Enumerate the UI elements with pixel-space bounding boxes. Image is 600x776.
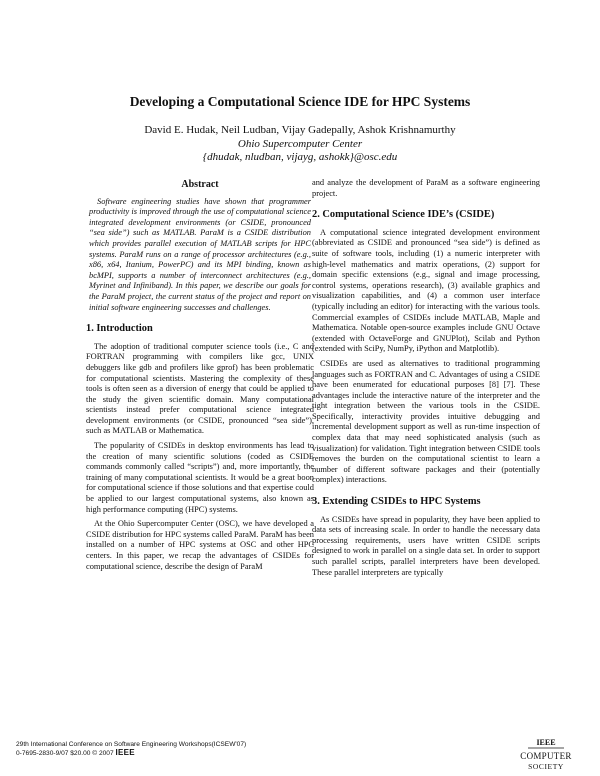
paper-emails: {dhudak, nludban, vijayg, ashokk}@osc.edu	[202, 151, 398, 163]
intro-paragraph-1: The adoption of traditional computer science tools (i.e., C and FORTRAN programming with compilers like gcc, UNIX debuggers like gdb and profilers like gprof) has been problematic for computational scientists. Mastering the complexity of these tools is often seen as a diversion of energy that could be applied to the study the given scientific domain. Many computational scientists instead prefer computational science integrated development environments (or CSIDE, pronounced “sea side”), such as MATLAB or Mathematica.	[86, 341, 314, 436]
paper-authors: David E. Hudak, Neil Ludban, Vijay Gadepally, Ashok Krishnamurthy	[144, 124, 456, 136]
ieee-wordmark: IEEE	[115, 748, 135, 758]
intro-paragraph-2: The popularity of CSIDEs in desktop environments has lead to the creation of many scientific solutions (coded as CSIDE commands commonly called “scripts”) and, more importantly, the training of many computational scientists. It would be a great boon for computational science if those solutions and that expertise could be applied to our largest computational systems, also known as high performance computing (HPC) systems.	[86, 441, 314, 514]
section-heading-introduction: 1. Introduction	[86, 323, 153, 335]
paper-title: Developing a Computational Science IDE for HPC Systems	[129, 94, 471, 109]
cside-paragraph-1: A computational science integrated development environment (abbreviated as CSIDE and pronounced “sea side”) is defined as suite of software tools, including (1) a numeric interpreter with high-level mathematics and matrix operations, (2) support for domain specific extensions (e.g., signal and image processing, control systems, operations research), (3) available graphics and visualization capabilities, and (4) a common user interface (typically including an editor) for interacting with the various tools. Commercial examples of CSIDEs include MATLAB, Maple and Mathematica. Notable open-source examples include GNU Octave (extended with OctaveForge and GNUPlot), Scilab and Python (extended with SciPy, NumPy, iPython and Matplotlib).	[312, 227, 540, 354]
page-footer	[16, 741, 246, 759]
footer-copyright-line	[16, 749, 246, 758]
ieee-computer-society-logo	[500, 735, 580, 775]
section-heading-hpc: 3. Extending CSIDEs to HPC Systems	[312, 496, 481, 508]
paper-affiliation: Ohio Supercomputer Center	[237, 138, 363, 150]
right-column	[312, 178, 540, 582]
left-column	[86, 178, 314, 576]
footer-isbn-copyright: 0-7695-2830-9/07 $20.00 © 2007	[16, 750, 114, 758]
abstract-heading: Abstract	[181, 179, 219, 190]
hpc-paragraph-1: As CSIDEs have spread in popularity, they have been applied to data sets of increasing scale. In order to handle the necessary data processing requirements, users have written CSIDE scripts designed to work in parallel on a single data set. In order to support such parallel scripts, parallel interpreters have been developed. These parallel interpreters are typically	[312, 514, 540, 577]
cside-paragraph-2: CSIDEs are used as alternatives to traditional programming languages such as FORTRAN and C. Advantages of using a CSIDE have been enumerated for educational purposes [8] [7]. These advantages include the interactive nature of the interpreter and the tight integration between the various tools in the CSIDE. Specifically, interactivity provides intuitive debugging and incremental development support as well as run-time inspection of complex data that may need sophisticated analysis (such as visualization) for validation. Tight integration between CSIDE tools removes the burden on the computational scientist to learn a number of different software packages and their (potentially complex) interactions.	[312, 358, 540, 485]
logo-ieee-text: IEEE	[536, 738, 556, 747]
logo-society-text: SOCIETY	[528, 762, 564, 771]
section-heading-cside: 2. Computational Science IDE’s (CSIDE)	[312, 209, 495, 221]
abstract-text: Software engineering studies have shown that programmer productivity is improved through the use of computational science integrated development environments (or CSIDE, pronounced “sea side”) such as MATLAB. ParaM is a CSIDE distribution which provides parallel execution of MATLAB scripts for HPC systems. ParaM runs on a range of processor architectures (e.g., x86, x64, Itanium, PowerPC) and its MPI binding, known as bcMPI, supports a number of interconnect architectures (e.g., Myrinet and Infiniband). In this paper, we describe our goals for the ParaM project, the current status of the project and report on initial software engineering successes and challenges.	[89, 196, 311, 312]
intro-paragraph-3: At the Ohio Supercomputer Center (OSC), we have developed a CSIDE distribution for HPC systems called ParaM. ParaM has been installed on a number of HPC systems at OSC and other HPC centers. In this paper, we recap the advantages of CSIDEs for computational science, describe the design of ParaM	[86, 519, 314, 571]
footer-conference: 29th International Conference on Software Engineering Workshops(ICSEW'07)	[16, 741, 247, 748]
intro-paragraph-3-continued: and analyze the development of ParaM as a software engineering project.	[312, 178, 540, 198]
logo-computer-text: COMPUTER	[520, 751, 572, 761]
